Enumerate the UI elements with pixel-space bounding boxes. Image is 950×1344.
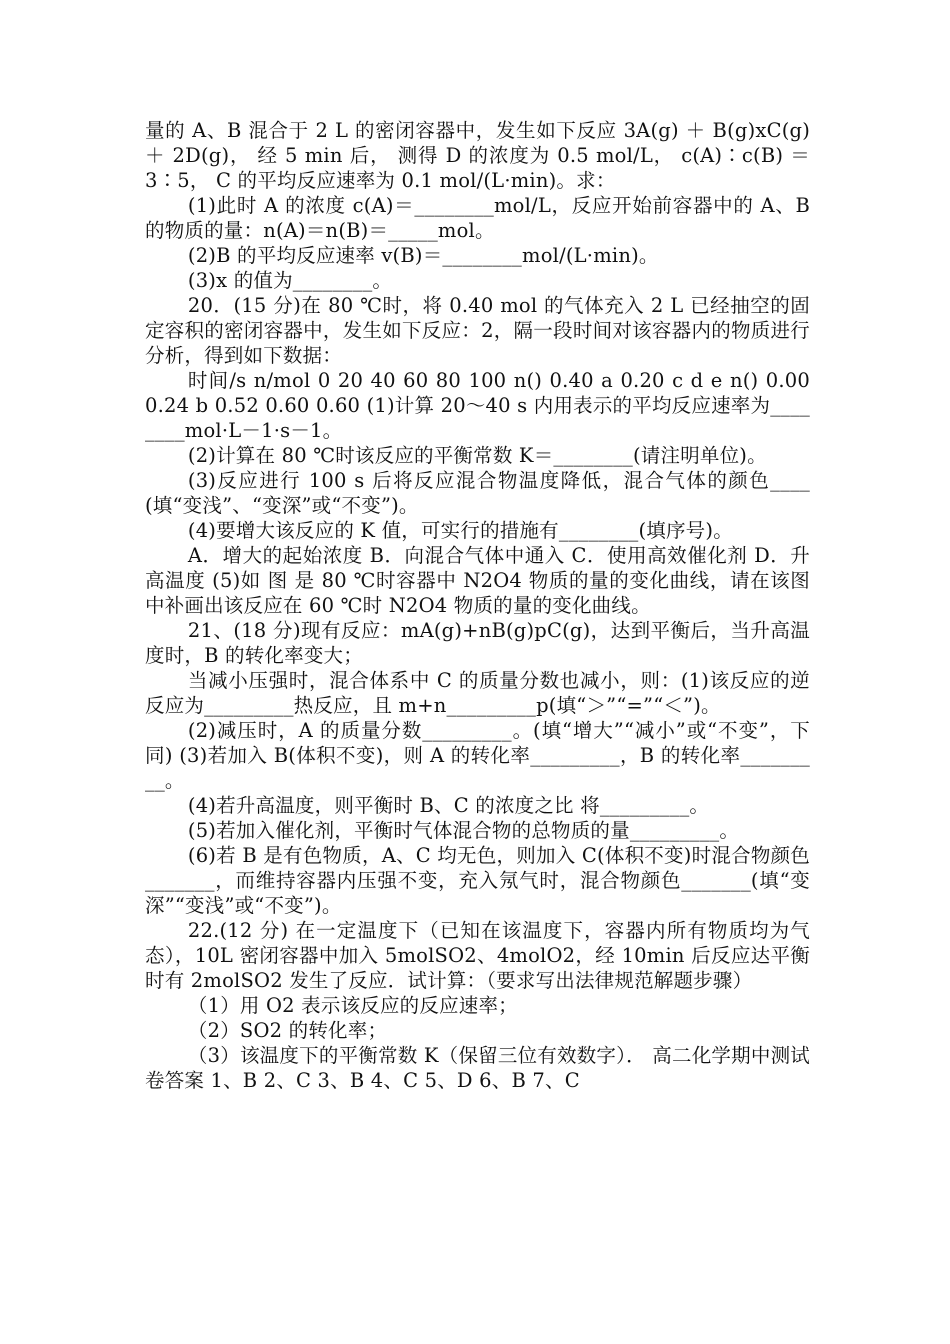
document-body: [145, 118, 810, 1093]
paragraph-q21-part2-3: (2)减压时，A 的质量分数_________。(填“增大”“减小”或“不变”，下同) (3)若加入 B(体积不变)，则 A 的转化率_________，B 的转化率_________。: [145, 719, 810, 792]
paragraph-q22-part2: （2）SO2 的转化率；: [187, 1019, 388, 1042]
paragraph-question-20-intro: 20．(15 分)在 80 ℃时，将 0.40 mol 的气体充入 2 L 已经抽空的固定容积的密闭容器中，发生如下反应：2，隔一段时间对该容器内的物质进行分析，得到如下数据：: [145, 294, 810, 367]
paragraph-q21-part5: (5)若加入催化剂，平衡时气体混合物的总物质的量_________。: [187, 819, 740, 842]
paragraph-q19-part2: (2)B 的平均反应速率 v(B)＝________mol/(L·min)。: [187, 244, 659, 267]
paragraph-q20-options-part5: A．增大的起始浓度 B．向混合气体中通入 C．使用高效催化剂 D．升高温度 (5)如 图 是 80 ℃时容器中 N2O4 物质的量的变化曲线，请在该图中补画出该反应在 60 ℃时 N2O4 物质的量的变化曲线。: [145, 544, 810, 617]
paragraph-q21-part1: 当减小压强时，混合体系中 C 的质量分数也减小，则：(1)该反应的逆反应为_________热反应，且 m+n_________p(填“＞”“=”“＜”)。: [145, 669, 810, 717]
paragraph-q22-part1: （1）用 O2 表示该反应的反应速率；: [187, 994, 518, 1017]
paragraph-q21-part4: (4)若升高温度，则平衡时 B、C 的浓度之比 将_________。: [187, 794, 710, 817]
paragraph-q20-part2: (2)计算在 80 ℃时该反应的平衡常数 K＝________(请注明单位)。: [187, 444, 767, 467]
paragraph-question-19-intro: 量的 A、B 混合于 2 L 的密闭容器中，发生如下反应 3A(g) ＋ B(g)xC(g) ＋ 2D(g)， 经 5 min 后， 测得 D 的浓度为 0.5 mol/L， c(A)∶c(B) ＝ 3∶5， C 的平均反应速率为 0.1 mol/(L·min)。求：: [145, 119, 810, 192]
paragraph-question-22-intro: 22.(12 分) 在一定温度下（已知在该温度下，容器内所有物质均为气态），10L 密闭容器中加入 5molSO2、4molO2，经 10min 后反应达平衡时有 2molSO2 发生了反应．试计算：（要求写出法律规范解题步骤）: [145, 919, 810, 992]
paragraph-q20-data-and-part1: 时间/s n/mol 0 20 40 60 80 100 n() 0.40 a 0.20 c d e n() 0.00 0.24 b 0.52 0.60 0.60 (1)计算 20～40 s 内用表示的平均反应速率为________mol·L－1·s－1。: [145, 369, 810, 442]
paragraph-q19-part3: (3)x 的值为________。: [187, 269, 393, 292]
paragraph-question-21-intro: 21、(18 分)现有反应：mA(g)+nB(g)pC(g)，达到平衡后，当升高温度时，B 的转化率变大；: [145, 619, 810, 667]
paragraph-q21-part6: (6)若 B 是有色物质，A、C 均无色，则加入 C(体积不变)时混合物颜色_______，而维持容器内压强不变，充入氖气时，混合物颜色_______(填“变深”“变浅”或“不变”)。: [145, 844, 810, 917]
paragraph-q22-part3-and-answers: （3）该温度下的平衡常数 K（保留三位有效数字）． 高二化学期中测试卷答案 1、B 2、C 3、B 4、C 5、D 6、B 7、C: [145, 1044, 810, 1092]
paragraph-q19-part1: (1)此时 A 的浓度 c(A)＝________mol/L，反应开始前容器中的 A、B 的物质的量：n(A)＝n(B)＝_____mol。: [145, 194, 810, 242]
paragraph-q20-part3: (3)反应进行 100 s 后将反应混合物温度降低，混合气体的颜色____(填“变浅”、“变深”或“不变”)。: [145, 469, 810, 517]
paragraph-q20-part4: (4)要增大该反应的 K 值，可实行的措施有________(填序号)。: [187, 519, 733, 542]
